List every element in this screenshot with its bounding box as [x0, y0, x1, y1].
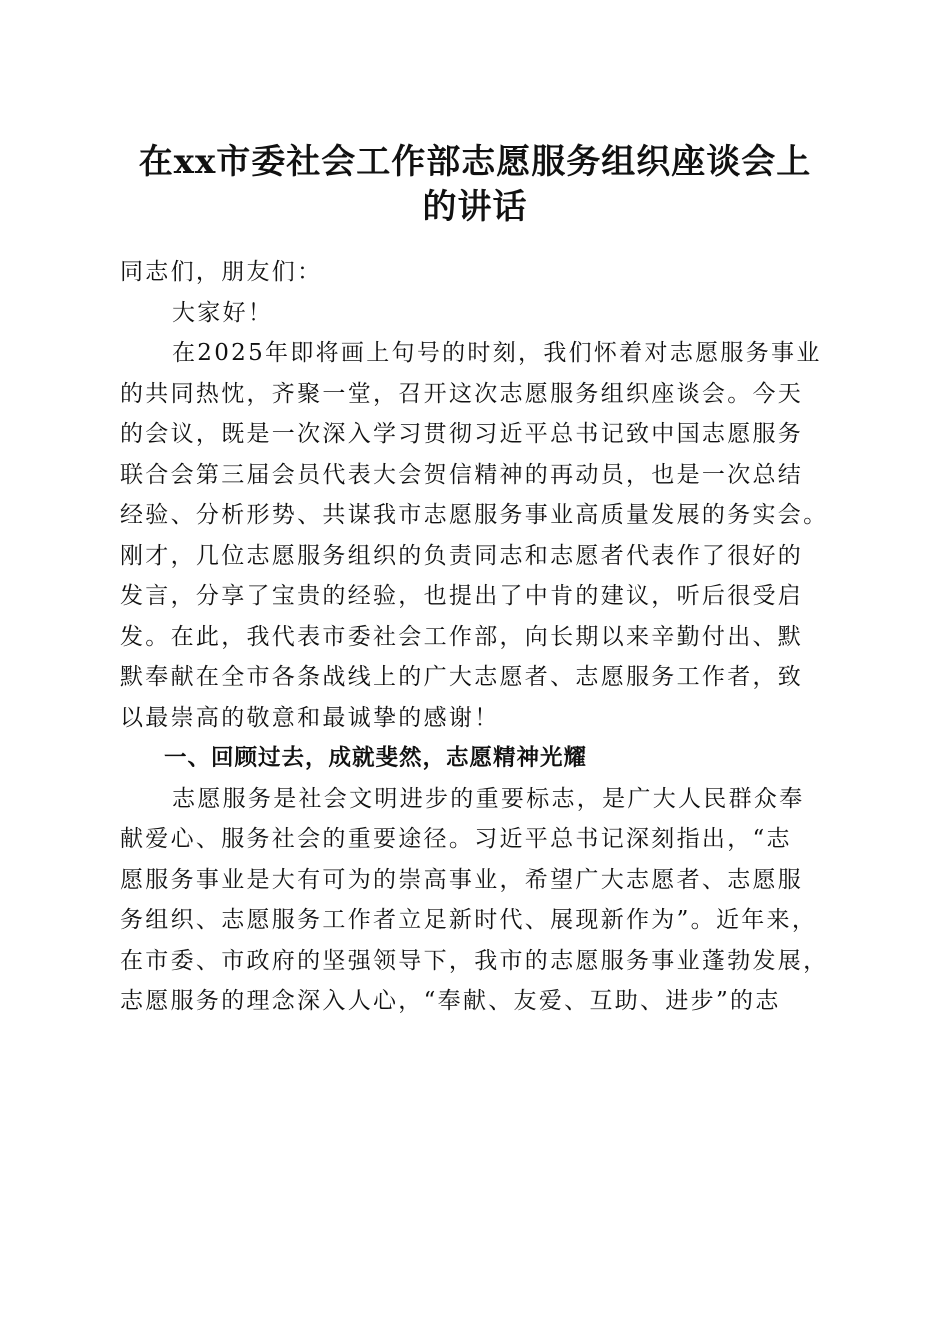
paragraph-2-line: 志愿服务的理念深入人心，“奉献、友爱、互助、进步”的志 [120, 988, 781, 1014]
paragraph-1-line: 默奉献在全市各条战线上的广大志愿者、志愿服务工作者，致 [120, 664, 804, 690]
paragraph-2-line: 务组织、志愿服务工作者立足新时代、展现新作为”。近年来， [120, 907, 818, 933]
paragraph-1-line: 以最崇高的敬意和最诚挚的感谢！ [120, 704, 500, 731]
paragraph-2-line: 愿服务事业是大有可为的崇高事业，希望广大志愿者、志愿服 [120, 866, 804, 893]
section-1-heading: 一、回顾过去，成就斐然，志愿精神光耀 [164, 745, 588, 771]
paragraph-1-line: 发。在此，我代表市委社会工作部，向长期以来辛勤付出、默 [120, 623, 804, 650]
paragraph-1-line: 联合会第三届会员代表大会贺信精神的再动员，也是一次总结 [120, 461, 804, 488]
salutation: 同志们，朋友们： [120, 259, 323, 285]
paragraph-1-line: 的会议，既是一次深入学习贯彻习近平总书记致中国志愿服务 [120, 421, 804, 447]
paragraph-1-line: 经验、分析形势、共谋我市志愿服务事业高质量发展的务实会。 [120, 502, 829, 528]
paragraph-1-line: 刚才，几位志愿服务组织的负责同志和志愿者代表作了很好的 [120, 542, 804, 569]
greeting: 大家好！ [172, 299, 274, 326]
document-body [120, 252, 846, 1022]
document-title-line-2: 的讲话 [422, 187, 528, 227]
paragraph-1-line: 的共同热忱，齐聚一堂，召开这次志愿服务组织座谈会。今天 [120, 380, 804, 407]
paragraph-2-line: 志愿服务是社会文明进步的重要标志，是广大人民群众奉 [172, 785, 805, 812]
document-title-line-1: 在xx市委社会工作部志愿服务组织座谈会上 [138, 142, 812, 182]
paragraph-1-line: 发言，分享了宝贵的经验，也提出了中肯的建议，听后很受启 [120, 583, 804, 609]
paragraph-2-line: 在市委、市政府的坚强领导下，我市的志愿服务事业蓬勃发展， [120, 947, 829, 974]
paragraph-2-line: 献爱心、服务社会的重要途径。习近平总书记深刻指出，“志 [120, 826, 792, 852]
paragraph-1-line: 在2025年即将画上句号的时刻，我们怀着对志愿服务事业 [172, 340, 822, 366]
